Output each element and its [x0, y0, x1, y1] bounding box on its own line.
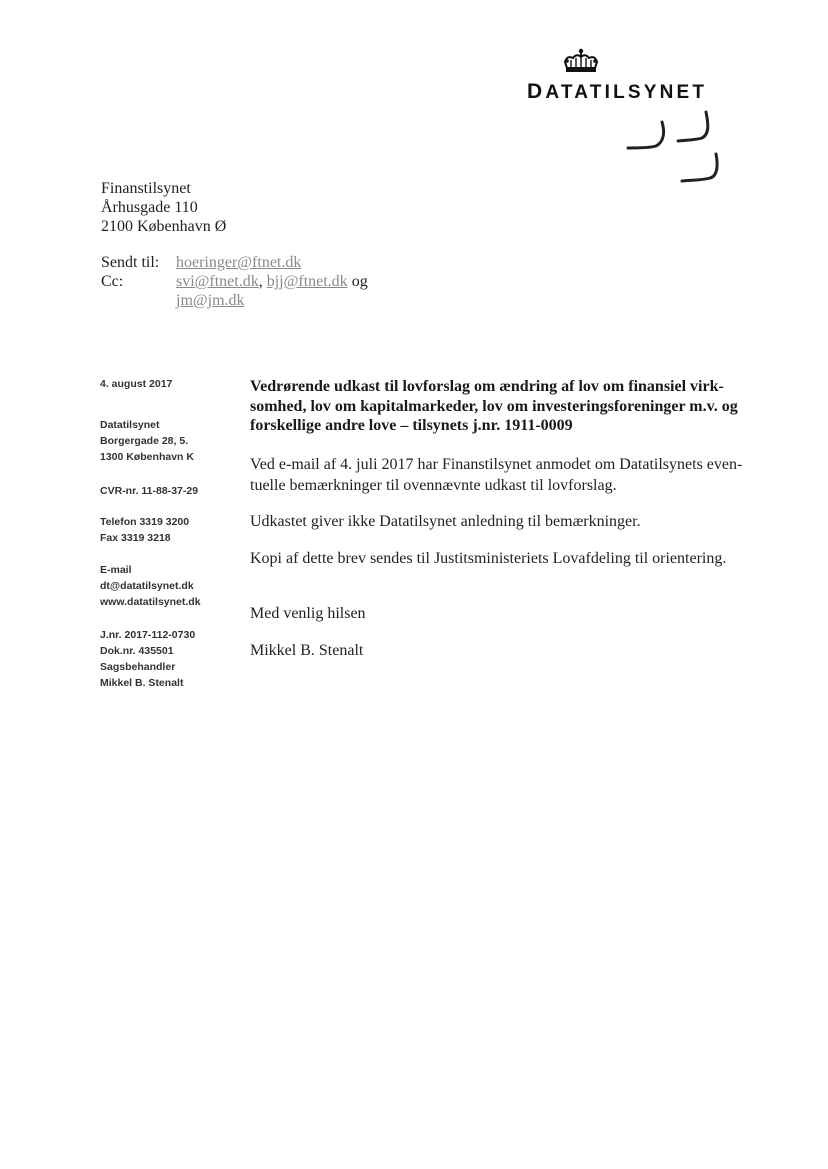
recipient-city: 2100 København Ø	[101, 218, 227, 235]
cc-separator: ,	[258, 273, 263, 290]
paragraph-1-line-2: tuelle bemærkninger til ovennævnte udkast til lovforslag.	[250, 477, 617, 494]
subject-line-1: Vedrørende udkast til lovforslag om ændring af lov om finansiel virk-	[250, 378, 724, 395]
signature-name: Mikkel B. Stenalt	[250, 642, 364, 659]
letter-date: 4. august 2017	[100, 378, 173, 390]
handwritten-marks-icon	[620, 108, 730, 190]
organization-logo-wordmark: DATATILSYNET	[527, 80, 708, 103]
cc-email-link-1[interactable]: svi@ftnet.dk	[176, 273, 259, 290]
cc-email-link-3[interactable]: jm@jm.dk	[176, 292, 245, 309]
recipient-name: Finanstilsynet	[101, 180, 191, 197]
paragraph-3: Kopi af dette brev sendes til Justitsministeriets Lovafdeling til orientering.	[250, 550, 727, 567]
cc-and-text: og	[351, 273, 368, 290]
sender-website[interactable]: www.datatilsynet.dk	[100, 596, 201, 608]
letter-subject	[250, 377, 760, 436]
subject-line-3: forskellige andre love – tilsynets j.nr. 1911-0009	[250, 417, 573, 434]
case-jnr: J.nr. 2017-112-0730	[100, 629, 196, 641]
sent-to-email-link[interactable]: hoeringer@ftnet.dk	[176, 254, 302, 271]
sent-to-label: Sendt til:	[101, 254, 160, 271]
sender-name: Datatilsynet	[100, 419, 160, 431]
paragraph-2: Udkastet giver ikke Datatilsynet anledning til bemærkninger.	[250, 513, 641, 530]
case-handler-name: Mikkel B. Stenalt	[100, 677, 184, 689]
sender-phone: Telefon 3319 3200	[100, 516, 190, 528]
paragraph-1	[250, 454, 760, 496]
sender-city: 1300 København K	[100, 451, 194, 463]
sender-email[interactable]: dt@datatilsynet.dk	[100, 580, 194, 592]
subject-line-2: somhed, lov om kapitalmarkeder, lov om investeringsforeninger m.v. og	[250, 397, 738, 415]
sender-cvr: CVR-nr. 11-88-37-29	[100, 485, 199, 497]
sender-street: Borgergade 28, 5.	[100, 435, 189, 447]
sender-email-label: E-mail	[100, 564, 132, 576]
cc-label: Cc:	[101, 273, 124, 290]
recipient-street: Århusgade 110	[101, 199, 198, 216]
document-number: Dok.nr. 435501	[100, 645, 174, 657]
cc-email-link-2[interactable]: bjj@ftnet.dk	[266, 273, 348, 290]
paragraph-1-line-1: Ved e-mail af 4. juli 2017 har Finanstilsynet anmodet om Datatilsynets even-	[250, 456, 743, 473]
crown-logo-icon	[553, 48, 609, 78]
sender-fax: Fax 3319 3218	[100, 532, 171, 544]
cc-line	[176, 273, 368, 291]
case-handler-label: Sagsbehandler	[100, 661, 176, 673]
closing-greeting: Med venlig hilsen	[250, 605, 366, 622]
